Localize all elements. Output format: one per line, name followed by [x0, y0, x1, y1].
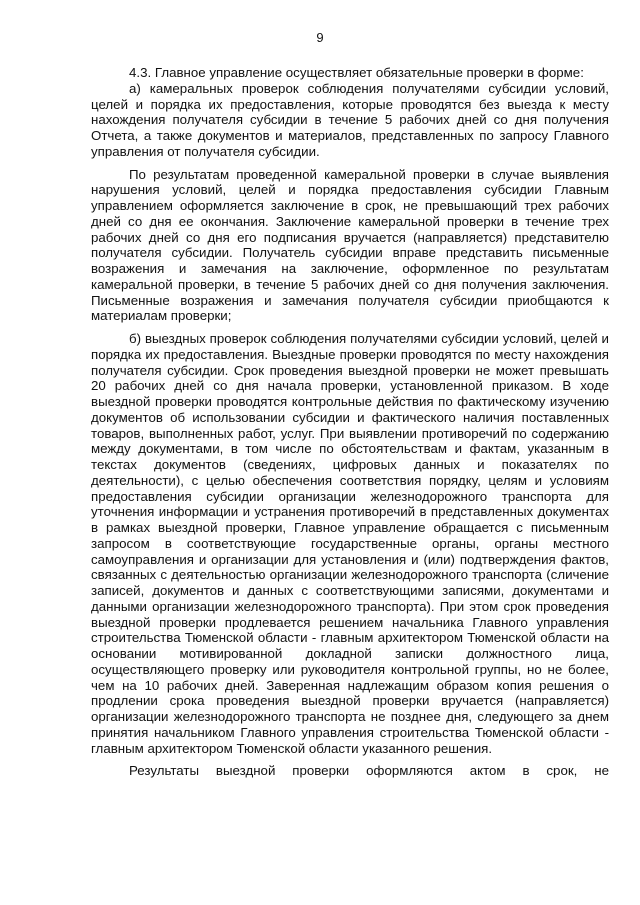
paragraph-4-3-intro: 4.3. Главное управление осуществляет обязательные проверки в форме: — [129, 65, 584, 80]
paragraph-field-audit-results: Результаты выездной проверки оформляются актом в срок, не — [129, 763, 609, 779]
document-body — [91, 65, 609, 779]
page-number: 9 — [316, 30, 324, 45]
paragraph-desk-audit-results: По результатам проведенной камеральной проверки в случае выявления нарушения условий, целей и порядка предоставления субсидии Главным управлением оформляется заключение в срок, не превышающий трех рабочих дней со дня ее окончания. Заключение камеральной проверки в течение трех рабочих дней со дня его подписания вручается (направляется) представителю получателя субсидии. Получатель субсидии вправе представить письменные возражения и замечания на заключение, оформленное по результатам камеральной проверки, в течение 5 рабочих дней со дня получения заключения. Письменные возражения и замечания получателя субсидии приобщаются к материалам проверки; — [91, 166, 609, 324]
paragraph-desk-audits: а) камеральных проверок соблюдения получателями субсидии условий, целей и порядка их предоставления, которые проводятся без выезда к месту нахождения получателя субсидии в течение 5 рабочих дней со дня получения Отчета, а также документов и материалов, представленных по запросу Главного управления от получателя субсидии. — [91, 80, 609, 159]
paragraph-field-audits: б) выездных проверок соблюдения получателями субсидии условий, целей и порядка их предоставления. Выездные проверки проводятся по месту нахождения получателя субсидии. Срок проведения выездной проверки не может превышать 20 рабочих дней со дня начала проверки, установленной приказом. В ходе выездной проверки проводятся контрольные действия по фактическому изучению документов об использовании субсидии и фактического наличия поставленных товаров, выполненных работ, услуг. При выявлении противоречий по содержанию между документами, в том числе по обстоятельствам и фактам, указанным в текстах документов (сведениях, цифровых данных и показателях по деятельности), с целью обеспечения соответствия порядку, целям и условиям предоставления субсидии организации железнодорожного транспорта для уточнения информации и устранения противоречий в представленных документах в рамках выездной проверки, Главное управление обращается с письменным запросом в соответствующие государственные органы, органы местного самоуправления и организации для установления и (или) подтверждения фактов, связанных с деятельностью организации железнодорожного транспорта (сличение записей, документов и данных с соответствующими записями, документами и данными организации железнодорожного транспорта). При этом срок проведения выездной проверки продлевается решением начальника Главного управления строительства Тюменской области - главным архитектором Тюменской области на основании мотивированной докладной записки должностного лица, осуществляющего проверку или руководителя контрольной группы, но не более, чем на 10 рабочих дней. Заверенная надлежащим образом копия решения о продлении срока проведения выездной проверки вручается (направляется) организации железнодорожного транспорта не позднее дня, следующего за днем принятия начальником Главного управления строительства Тюменской области - главным архитектором Тюменской области указанного решения. — [91, 331, 609, 756]
